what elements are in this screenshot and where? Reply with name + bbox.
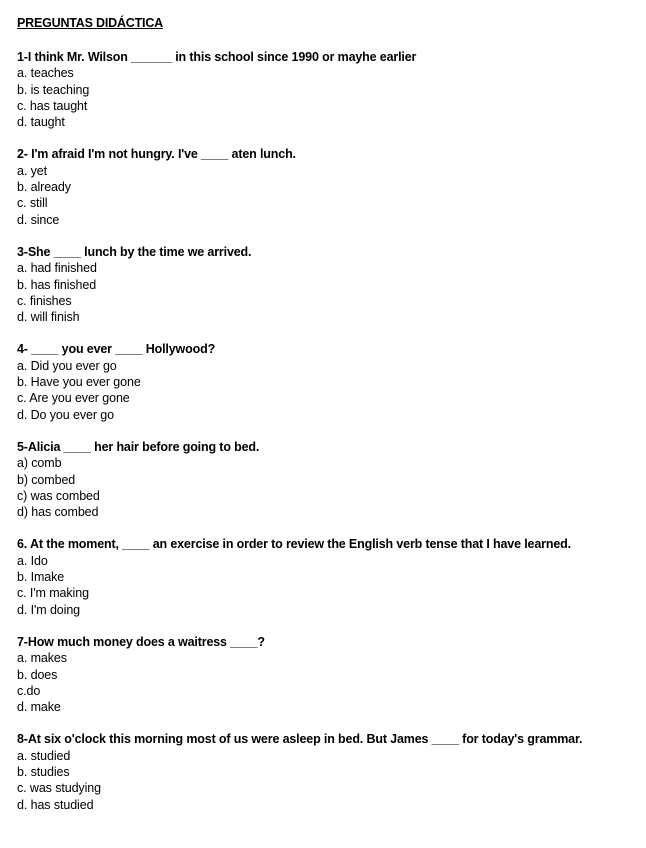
question-7 <box>17 634 617 715</box>
question-4 <box>17 341 617 422</box>
option-d: d. since <box>17 212 60 227</box>
question-text: 8-At six o'clock this morning most of us were asleep in bed. But James ____ for today's grammar. <box>17 732 583 747</box>
question-8 <box>17 731 617 812</box>
option-c: c. I'm making <box>17 586 89 601</box>
question-1 <box>17 49 617 130</box>
option-d: d. I'm doing <box>17 602 81 617</box>
question-5 <box>17 439 617 520</box>
question-3 <box>17 244 617 325</box>
question-text: 6. At the moment, ____ an exercise in order to review the English verb tense that I have learned. <box>17 537 571 552</box>
option-c: c. still <box>17 196 48 211</box>
question-text: 5-Alicia ____ her hair before going to bed. <box>17 439 260 454</box>
option-b: b. already <box>17 180 71 195</box>
option-d: d. taught <box>17 115 65 130</box>
option-b: b. is teaching <box>17 82 90 97</box>
option-c: c. finishes <box>17 293 72 308</box>
option-a: a. teaches <box>17 66 74 81</box>
option-d: d) has combed <box>17 505 99 520</box>
question-text: 2- I'm afraid I'm not hungry. I've ____ aten lunch. <box>17 147 296 162</box>
option-d: d. Do you ever go <box>17 407 114 422</box>
option-a: a. had finished <box>17 261 97 276</box>
question-text: 7-How much money does a waitress ____? <box>17 634 265 649</box>
option-c: c. was studying <box>17 781 101 796</box>
option-a: a. makes <box>17 651 67 666</box>
option-c: c) was combed <box>17 488 100 503</box>
option-b: b. studies <box>17 764 70 779</box>
option-b: b) combed <box>17 472 76 487</box>
option-d: d. will finish <box>17 310 80 325</box>
question-6 <box>17 536 617 617</box>
option-c: c. Are you ever gone <box>17 391 130 406</box>
option-d: d. make <box>17 700 61 715</box>
question-text: 4- ____ you ever ____ Hollywood? <box>17 342 216 357</box>
option-a: a. yet <box>17 163 47 178</box>
option-c: c. has taught <box>17 98 88 113</box>
document-title: PREGUNTAS DIDÁCTICA <box>17 16 163 30</box>
question-text: 1-I think Mr. Wilson ______ in this school since 1990 or mayhe earlier <box>17 50 417 64</box>
option-a: a. Ido <box>17 553 48 568</box>
option-d: d. has studied <box>17 797 94 812</box>
option-a: a) comb <box>17 456 62 471</box>
option-c: c.do <box>17 683 41 698</box>
question-text: 3-She ____ lunch by the time we arrived. <box>17 244 252 259</box>
option-a: a. studied <box>17 748 71 763</box>
option-b: b. Have you ever gone <box>17 375 141 390</box>
option-b: b. Imake <box>17 570 65 585</box>
option-b: b. does <box>17 667 58 682</box>
question-2 <box>17 146 617 227</box>
document-page <box>17 15 617 829</box>
option-a: a. Did you ever go <box>17 358 117 373</box>
option-b: b. has finished <box>17 277 97 292</box>
